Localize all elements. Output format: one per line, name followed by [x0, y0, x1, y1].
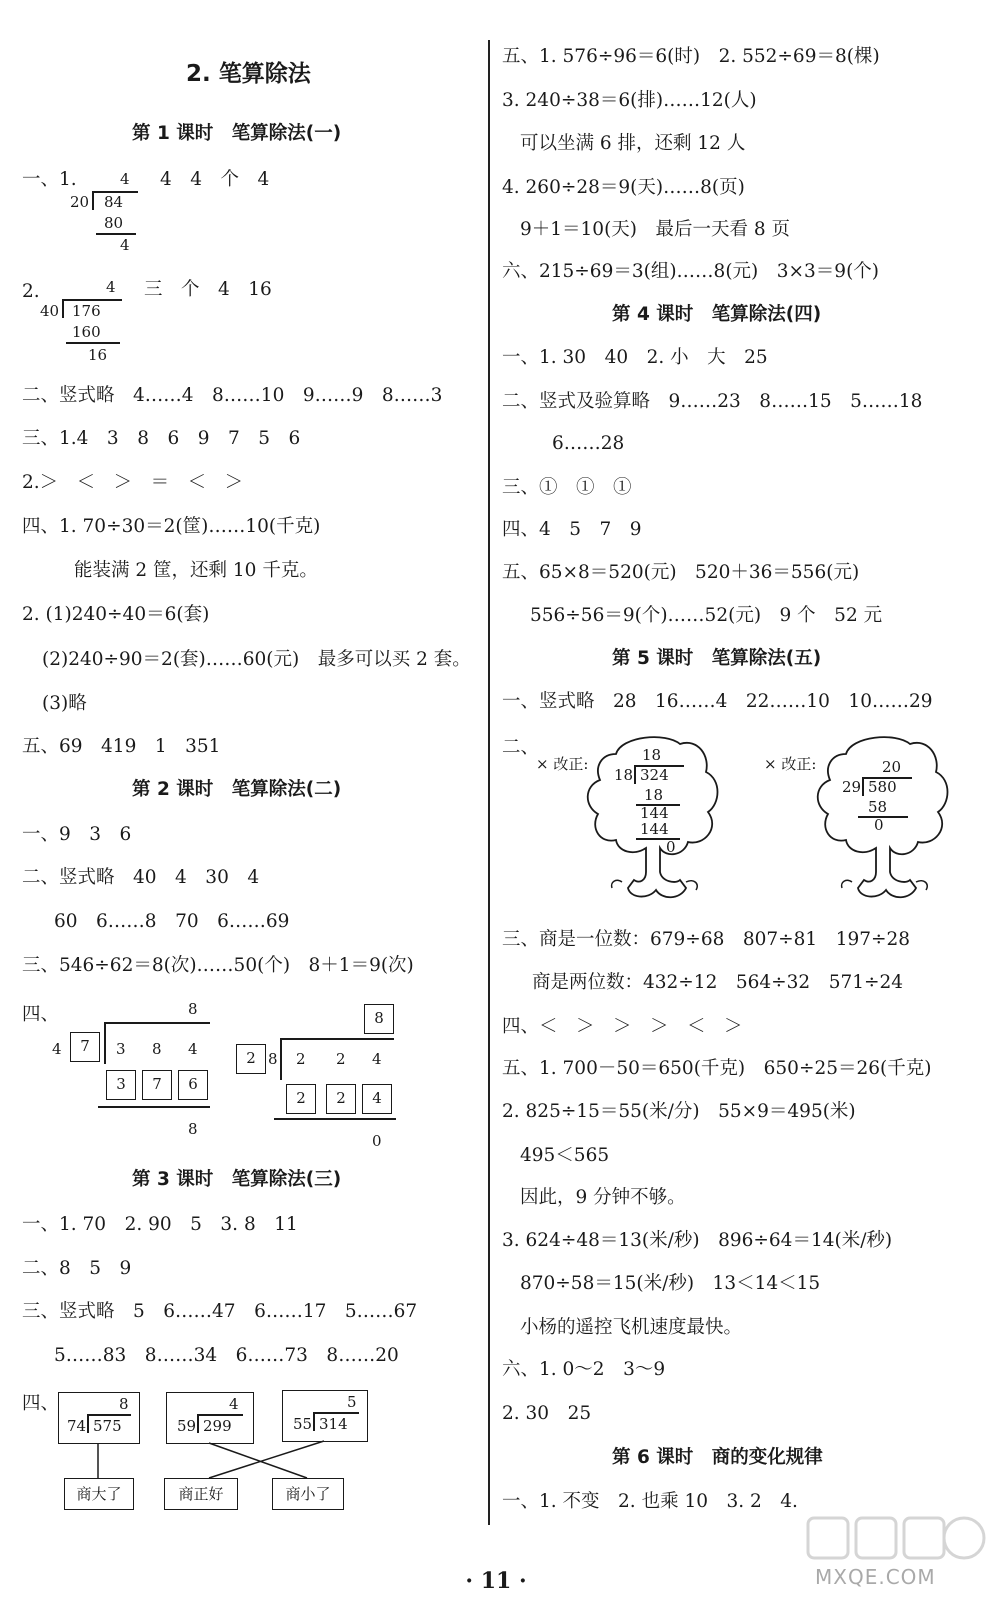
dividend-digit: 3	[116, 1040, 126, 1058]
quotient: 20	[882, 758, 902, 776]
l1-answer-4-2: 2. (1)240÷40＝6(套)	[22, 604, 210, 625]
fill-box: 7	[70, 1032, 100, 1062]
l2-answer-2b: 60 6……8 70 6……69	[54, 911, 290, 932]
watermark-text: MXQE.COM	[815, 1565, 936, 1589]
l1-answer-3-1: 三、1.4 3 8 6 9 7 5 6	[22, 428, 301, 449]
quotient: 4	[229, 1395, 239, 1413]
fill-box: 2	[326, 1084, 356, 1114]
fill-box: 8	[364, 1004, 394, 1034]
l3-answer-1: 一、1. 70 2. 90 5 3. 8 11	[22, 1214, 298, 1235]
fill-box: 2	[286, 1084, 316, 1114]
step: 58	[868, 798, 888, 816]
l4-answer-1: 一、1. 30 40 2. 小 大 25	[502, 347, 768, 368]
remainder: 0	[874, 816, 884, 834]
remainder: 4	[120, 236, 130, 254]
l3-answer-3b: 5……83 8……34 6……73 8……20	[54, 1345, 399, 1366]
fill-box: 3	[106, 1070, 136, 1100]
l5-answer-5-2: 2. 825÷15＝55(米/分) 55×9＝495(米)	[502, 1101, 856, 1122]
lesson-1-heading: 第 1 课时 笔算除法(一)	[132, 123, 342, 144]
step: 144	[640, 820, 669, 838]
l3-answer-4-prefix: 四、	[22, 1393, 60, 1414]
l1-q1-answers: 4 4 个 4	[160, 169, 270, 190]
divisor: 40	[40, 302, 60, 320]
dividend-digit: 8	[152, 1040, 162, 1058]
step: 144	[640, 804, 669, 822]
lesson-5-heading: 第 5 课时 笔算除法(五)	[612, 648, 822, 669]
l4-answer-2b: 6……28	[552, 433, 625, 454]
dividend: 176	[72, 302, 101, 320]
l4-answer-3: 三、① ① ①	[502, 477, 632, 498]
r-answer-5-4b: 9＋1＝10(天) 最后一天看 8 页	[520, 219, 791, 240]
page-number-value: 11	[480, 1568, 512, 1594]
dividend: 84	[104, 193, 124, 211]
l2-answer-3: 三、546÷62＝8(次)……50(个) 8＋1＝9(次)	[22, 955, 414, 976]
column-divider	[488, 40, 490, 1525]
wrong-mark-label-2: × 改正:	[764, 755, 817, 773]
l5-answer-6-1: 六、1. 0～2 3～9	[502, 1359, 666, 1380]
quotient: 8	[188, 1000, 198, 1018]
l5-answer-1: 一、竖式略 28 16……4 22……10 10……29	[502, 691, 933, 712]
l1-answer-4-2c: (3)略	[42, 693, 87, 714]
divisor: 74	[67, 1417, 87, 1435]
fill-box: 4	[362, 1084, 392, 1114]
r-answer-5-3b: 可以坐满 6 排，还剩 12 人	[520, 133, 746, 154]
l1-answer-5: 五、69 419 1 351	[22, 736, 221, 757]
division-bracket	[634, 766, 636, 784]
label-too-big: 商大了	[64, 1478, 134, 1510]
fill-box: 2	[236, 1044, 266, 1074]
l6-answer-1: 一、1. 不变 2. 也乘 10 3. 2 4.	[502, 1491, 798, 1512]
divisor-digit: 8	[268, 1050, 278, 1068]
l5-answer-2-prefix: 二、	[502, 737, 540, 758]
fill-box: 7	[142, 1070, 172, 1100]
divisor: 29	[842, 778, 862, 796]
divisor: 55	[293, 1415, 313, 1433]
l5-answer-4: 四、＜ ＞ ＞ ＞ ＜ ＞	[502, 1016, 743, 1037]
l3-answer-3: 三、竖式略 5 6……47 6……17 5……67	[22, 1301, 418, 1322]
subtrahend: 160	[72, 323, 101, 341]
l5-answer-3: 三、商是一位数：679÷68 807÷81 197÷28	[502, 929, 911, 950]
dividend-digit: 4	[372, 1050, 382, 1068]
l5-answer-5-1: 五、1. 700－50＝650(千克) 650÷25＝26(千克)	[502, 1058, 932, 1079]
r-answer-5-4: 4. 260÷28＝9(天)……8(页)	[502, 177, 745, 198]
division-bracket	[862, 778, 864, 796]
quotient: 4	[106, 278, 116, 296]
l5-answer-5-3: 3. 624÷48＝13(米/秒) 896÷64＝14(米/秒)	[502, 1230, 893, 1251]
l1-answer-4-1: 四、1. 70÷30＝2(筐)……10(千克)	[22, 516, 321, 537]
l5-answer-5-2c: 因此，9 分钟不够。	[520, 1187, 686, 1208]
dividend: 314	[319, 1415, 348, 1433]
l5-answer-6-2: 2. 30 25	[502, 1403, 592, 1424]
dividend-digit: 4	[188, 1040, 198, 1058]
dividend: 324	[640, 766, 669, 784]
fill-box: 6	[178, 1070, 208, 1100]
dividend-digit: 2	[296, 1050, 306, 1068]
l3-answer-2: 二、8 5 9	[22, 1258, 132, 1279]
divisor: 20	[70, 193, 90, 211]
label-just-right: 商正好	[164, 1478, 238, 1510]
page-title: 2. 笔算除法	[186, 61, 311, 87]
remainder: 0	[372, 1132, 382, 1150]
l4-answer-4: 四、4 5 7 9	[502, 519, 642, 540]
dividend-digit: 2	[336, 1050, 346, 1068]
l1-q2-prefix: 2.	[22, 281, 40, 302]
dividend: 580	[868, 778, 897, 796]
lesson-6-heading: 第 6 课时 商的变化规律	[612, 1447, 823, 1468]
l1-answer-4-2b: (2)240÷90＝2(套)……60(元) 最多可以买 2 套。	[42, 649, 471, 670]
step: 18	[644, 786, 664, 804]
quotient: 5	[347, 1393, 357, 1411]
quotient: 8	[119, 1395, 129, 1413]
remainder: 0	[666, 838, 676, 856]
dividend: 299	[203, 1417, 232, 1435]
subtrahend: 80	[104, 214, 124, 232]
l5-answer-5-3b: 870÷58＝15(米/秒) 13＜14＜15	[520, 1273, 821, 1294]
matching-lines	[0, 0, 488, 1520]
remainder: 16	[88, 346, 108, 364]
dividend: 575	[93, 1417, 122, 1435]
r-answer-5-3: 3. 240÷38＝6(排)……12(人)	[502, 90, 757, 111]
r-answer-5-1: 五、1. 576÷96＝6(时) 2. 552÷69＝8(棵)	[502, 46, 880, 67]
l1-answer-3-2: 2.＞ ＜ ＞ ＝ ＜ ＞	[22, 472, 244, 493]
lesson-3-heading: 第 3 课时 笔算除法(三)	[132, 1169, 342, 1190]
divisor: 18	[614, 766, 634, 784]
l4-answer-5b: 556÷56＝9(个)……52(元) 9 个 52 元	[530, 605, 883, 626]
lesson-2-heading: 第 2 课时 笔算除法(二)	[132, 779, 342, 800]
divisor: 59	[177, 1417, 197, 1435]
l1-q1-prefix: 一、1.	[22, 169, 77, 190]
l2-answer-1: 一、9 3 6	[22, 824, 132, 845]
divisor-digit: 4	[52, 1040, 62, 1058]
l2-answer-2: 二、竖式略 40 4 30 4	[22, 867, 260, 888]
l1-answer-4-1b: 能装满 2 筐，还剩 10 千克。	[74, 560, 318, 581]
page-number: · 11 ·	[465, 1568, 527, 1594]
l5-answer-5-3c: 小杨的遥控飞机速度最快。	[520, 1317, 743, 1338]
l1-answer-2: 二、竖式略 4……4 8……10 9……9 8……3	[22, 385, 443, 406]
quotient: 4	[120, 170, 130, 188]
l2-answer-4-prefix: 四、	[22, 1004, 60, 1025]
l4-answer-2: 二、竖式及验算略 9……23 8……15 5……18	[502, 391, 923, 412]
l5-answer-5-2b: 495＜565	[520, 1145, 610, 1166]
lesson-4-heading: 第 4 课时 笔算除法(四)	[612, 304, 822, 325]
remainder: 8	[188, 1120, 198, 1138]
quotient: 18	[642, 746, 662, 764]
l1-q2-answers: 三 个 4 16	[144, 279, 272, 300]
r-answer-6: 六、215÷69＝3(组)……8(元) 3×3＝9(个)	[502, 261, 880, 282]
l5-answer-3b: 商是两位数：432÷12 564÷32 571÷24	[532, 972, 904, 993]
l4-answer-5: 五、65×8＝520(元) 520＋36＝556(元)	[502, 562, 860, 583]
wrong-mark-label-1: × 改正:	[536, 755, 589, 773]
label-too-small: 商小了	[272, 1478, 344, 1510]
